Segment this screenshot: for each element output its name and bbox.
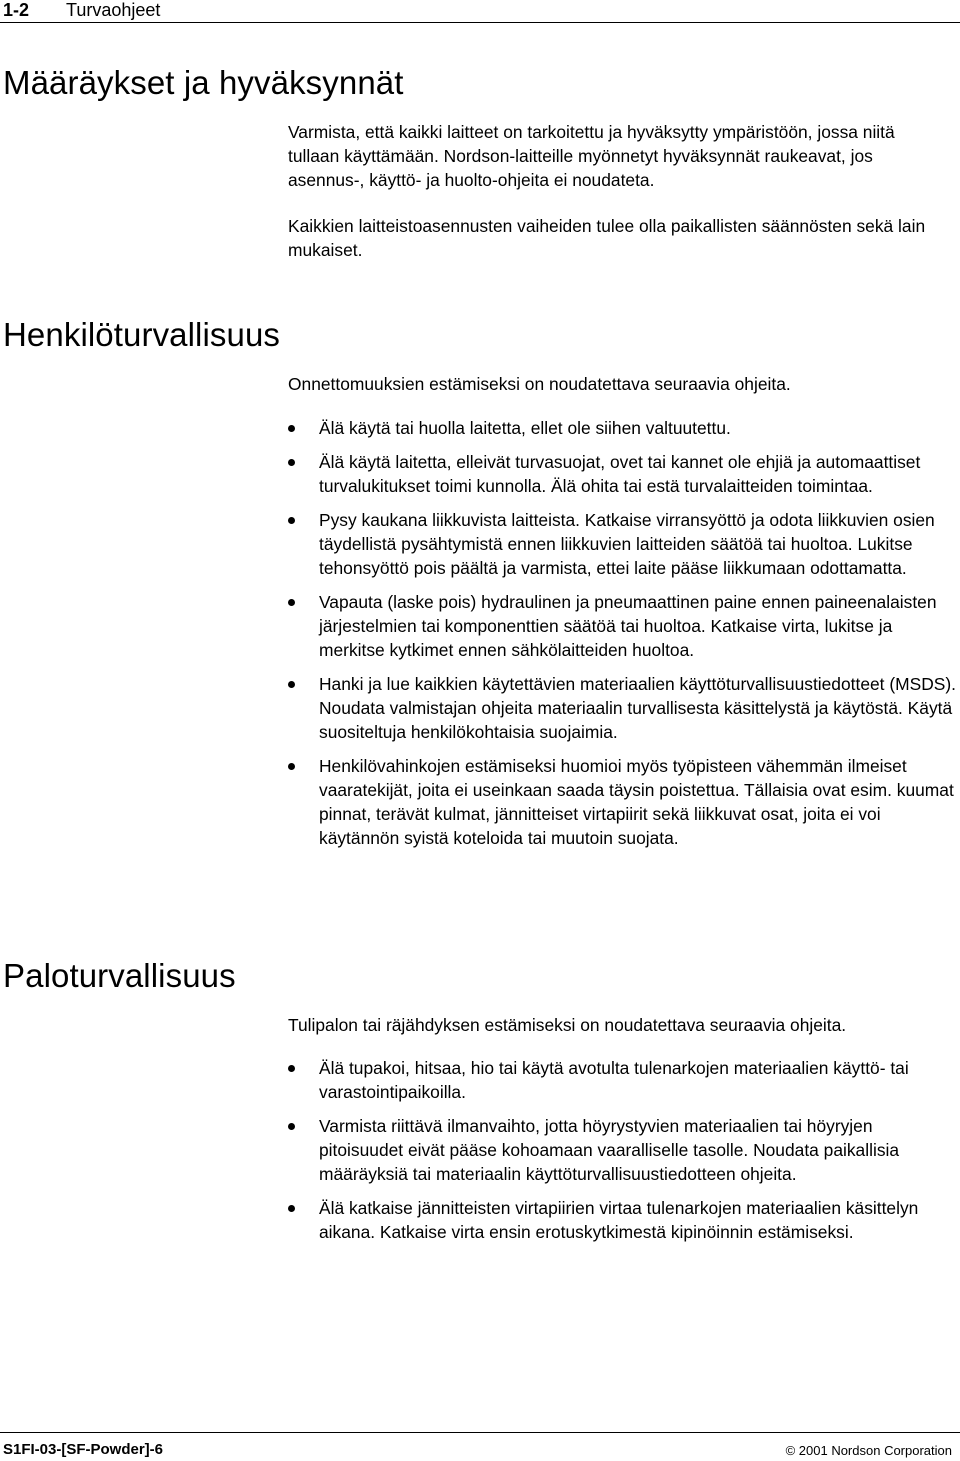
page-footer xyxy=(0,1424,960,1461)
page-number: 1-2 xyxy=(3,0,30,20)
bullet-icon xyxy=(288,599,295,606)
list-item xyxy=(288,590,960,662)
bullet-icon xyxy=(288,1123,295,1130)
personal-safety-list xyxy=(288,416,960,860)
bullet-icon xyxy=(288,1205,295,1212)
list-item-text: Varmista riittävä ilmanvaihto, jotta höyrystyvien materiaalien tai höyryjen pitoisuudet eivät pääse kohoamaan vaaralliselle tasolle. Noudata paikallisia määräyksiä tai materiaalin käyttöturvallisuustiedotteen ohjeita. xyxy=(319,1116,900,1184)
list-item xyxy=(288,450,960,498)
list-item-text: Älä käytä tai huolla laitetta, ellet ole siihen valtuutettu. xyxy=(319,418,731,438)
list-item-text: Vapauta (laske pois) hydraulinen ja pneumaattinen paine ennen paineenalaisten järjestelmien tai komponenttien säätöä tai huoltoa. Katkaise virta, lukitse ja merkitse kytkimet ennen sähkölaitteiden huoltoa. xyxy=(319,592,937,660)
page-header xyxy=(0,0,960,24)
list-item xyxy=(288,1056,960,1104)
list-item xyxy=(288,416,960,440)
list-item-text: Pysy kaukana liikkuvista laitteista. Katkaise virransyöttö ja odota liikkuvien osien täydellistä pysähtymistä ennen liikkuvien laitteiden säätöä tai huoltoa. Lukitse tehonsyöttö pois päältä ja varmista, ettei laite pääse liikkumaan odottamatta. xyxy=(319,510,935,578)
copyright-notice: © 2001 Nordson Corporation xyxy=(785,1443,952,1458)
fire-safety-list xyxy=(288,1056,960,1254)
list-item xyxy=(288,1114,960,1186)
list-item-text: Älä tupakoi, hitsaa, hio tai käytä avotulta tulenarkojen materiaalien käyttö- tai varastointipaikoilla. xyxy=(319,1058,909,1102)
bullet-icon xyxy=(288,1065,295,1072)
list-item xyxy=(288,1196,960,1244)
list-item-text: Hanki ja lue kaikkien käytettävien materiaalien käyttöturvallisuustiedotteet (MSDS). Noudata valmistajan ohjeita materiaalin turvallisesta käsittelystä ja käytöstä. Käytä suositeltuja henkilökohtaisia suojaimia. xyxy=(319,674,956,742)
document-id: S1FI-03-[SF-Powder]-6 xyxy=(3,1441,164,1458)
list-item xyxy=(288,672,960,744)
list-item-text: Henkilövahinkojen estämiseksi huomioi myös työpisteen vähemmän ilmeiset vaaratekijät, joita ei useinkaan saada täysin poistettua. Tällaisia ovat esim. kuumat pinnat, terävät kulmat, jännitteiset virtapiirit sekä liikkuvat osat, joita ei voi käytännön syistä koteloida tai muutoin suojata. xyxy=(319,756,954,848)
list-item xyxy=(288,754,960,850)
bullet-icon xyxy=(288,681,295,688)
list-item-text: Älä käytä laitetta, elleivät turvasuojat, ovet tai kannet ole ehjiä ja automaattiset turvalukitukset toimi kunnolla. Älä ohita tai estä turvalaitteiden toimintaa. xyxy=(319,452,921,496)
personal-safety-intro: Onnettomuuksien estämiseksi on noudatettava seuraavia ohjeita. xyxy=(288,374,791,394)
approvals-paragraph-1: Varmista, että kaikki laitteet on tarkoitettu ja hyväksytty ympäristöön, jossa niitä tullaan käyttämään. Nordson-laitteille myönnetyt hyväksynnät raukeavat, jos asennus-, käyttö- ja huolto-ohjeita ei noudateta. xyxy=(288,122,895,190)
bullet-icon xyxy=(288,425,295,432)
section-heading-personal-safety: Henkilöturvallisuus xyxy=(3,316,281,353)
section-heading-fire-safety: Paloturvallisuus xyxy=(3,957,236,994)
section-heading-approvals: Määräykset ja hyväksynnät xyxy=(3,64,404,101)
bullet-icon xyxy=(288,459,295,466)
list-item xyxy=(288,508,960,580)
bullet-icon xyxy=(288,763,295,770)
list-item-text: Älä katkaise jännitteisten virtapiirien virtaa tulenarkojen materiaalien käsittelyn aikana. Katkaise virta ensin erotuskytkimestä kipinöinnin estämiseksi. xyxy=(319,1198,919,1242)
fire-safety-intro: Tulipalon tai räjähdyksen estämiseksi on noudatettava seuraavia ohjeita. xyxy=(288,1015,847,1035)
approvals-paragraph-2: Kaikkien laitteistoasennusten vaiheiden tulee olla paikallisten säännösten sekä lain mukaiset. xyxy=(288,216,926,260)
bullet-icon xyxy=(288,517,295,524)
running-title: Turvaohjeet xyxy=(66,0,161,20)
header-divider xyxy=(0,22,960,23)
footer-divider xyxy=(0,1432,960,1433)
